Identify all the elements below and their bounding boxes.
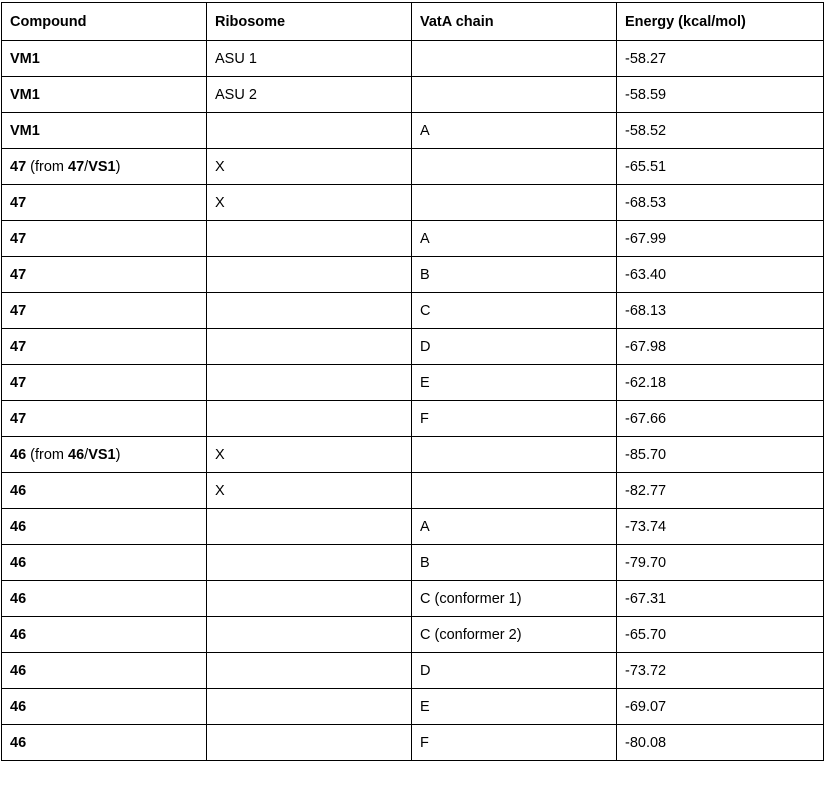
table-row — [2, 185, 824, 221]
compound-cell — [2, 617, 207, 653]
energy-cell: -67.98 — [617, 329, 824, 365]
compound-text: 47 — [10, 410, 27, 427]
vata-chain-cell: D — [412, 329, 617, 365]
energy-cell: -79.70 — [617, 545, 824, 581]
ribosome-cell — [207, 725, 412, 761]
compound-cell — [2, 221, 207, 257]
table-row — [2, 329, 824, 365]
compound-cell — [2, 185, 207, 221]
compound-cell — [2, 437, 207, 473]
compound-text: 46 — [10, 626, 27, 643]
ribosome-cell — [207, 113, 412, 149]
compound-text: ) — [115, 158, 121, 175]
energy-cell: -65.70 — [617, 617, 824, 653]
header-compound: Compound — [2, 3, 207, 41]
compound-cell — [2, 365, 207, 401]
table-row — [2, 473, 824, 509]
compound-text: 47 — [10, 230, 27, 247]
vata-chain-cell: F — [412, 401, 617, 437]
compound-cell — [2, 257, 207, 293]
ribosome-cell: X — [207, 437, 412, 473]
vata-chain-cell — [412, 77, 617, 113]
compound-text: 46 — [10, 518, 27, 535]
vata-chain-cell: C (conformer 2) — [412, 617, 617, 653]
compound-text: VM1 — [10, 86, 40, 103]
compound-cell — [2, 509, 207, 545]
vata-chain-cell — [412, 149, 617, 185]
compound-text: 47 — [10, 266, 27, 283]
vata-chain-cell: E — [412, 365, 617, 401]
vata-chain-cell: E — [412, 689, 617, 725]
compound-cell — [2, 149, 207, 185]
energy-cell: -62.18 — [617, 365, 824, 401]
table-row — [2, 113, 824, 149]
energy-cell: -68.53 — [617, 185, 824, 221]
compound-cell — [2, 473, 207, 509]
table-row — [2, 149, 824, 185]
ribosome-cell — [207, 509, 412, 545]
compound-text: 47 — [10, 302, 27, 319]
energy-cell: -80.08 — [617, 725, 824, 761]
compound-text: 46 — [68, 446, 85, 463]
compound-cell — [2, 545, 207, 581]
compound-text: 46 — [10, 698, 27, 715]
ribosome-cell — [207, 221, 412, 257]
compound-text: 46 — [10, 734, 27, 751]
compound-text: / — [84, 158, 89, 175]
energy-table — [1, 2, 824, 761]
energy-cell: -68.13 — [617, 293, 824, 329]
compound-cell — [2, 581, 207, 617]
vata-chain-cell: C — [412, 293, 617, 329]
ribosome-cell — [207, 689, 412, 725]
energy-cell: -73.74 — [617, 509, 824, 545]
compound-text: 47 — [68, 158, 85, 175]
energy-cell: -58.27 — [617, 41, 824, 77]
compound-cell — [2, 113, 207, 149]
ribosome-cell: ASU 2 — [207, 77, 412, 113]
header-row — [2, 3, 824, 41]
compound-text: 46 — [10, 590, 27, 607]
table-row — [2, 617, 824, 653]
table-row — [2, 545, 824, 581]
energy-cell: -67.66 — [617, 401, 824, 437]
compound-text: 47 — [10, 338, 27, 355]
vata-chain-cell: B — [412, 545, 617, 581]
header-ribosome: Ribosome — [207, 3, 412, 41]
compound-text: VM1 — [10, 122, 40, 139]
compound-text: VM1 — [10, 50, 40, 67]
energy-cell: -69.07 — [617, 689, 824, 725]
table-row — [2, 437, 824, 473]
ribosome-cell: X — [207, 149, 412, 185]
ribosome-cell — [207, 581, 412, 617]
table-row — [2, 257, 824, 293]
ribosome-cell — [207, 257, 412, 293]
compound-text: ) — [115, 446, 121, 463]
table-row — [2, 581, 824, 617]
table-row — [2, 221, 824, 257]
ribosome-cell — [207, 617, 412, 653]
compound-text: 46 — [10, 662, 27, 679]
vata-chain-cell — [412, 41, 617, 77]
ribosome-cell: ASU 1 — [207, 41, 412, 77]
table-row — [2, 77, 824, 113]
compound-text: 46 — [10, 554, 27, 571]
ribosome-cell — [207, 545, 412, 581]
compound-text: 47 — [10, 374, 27, 391]
energy-cell: -67.31 — [617, 581, 824, 617]
energy-cell: -58.59 — [617, 77, 824, 113]
table-row — [2, 725, 824, 761]
vata-chain-cell: A — [412, 509, 617, 545]
compound-text: 47 — [10, 158, 27, 175]
ribosome-cell: X — [207, 185, 412, 221]
table-body — [2, 41, 824, 761]
vata-chain-cell — [412, 473, 617, 509]
table-row — [2, 41, 824, 77]
ribosome-cell — [207, 365, 412, 401]
ribosome-cell — [207, 401, 412, 437]
compound-cell — [2, 653, 207, 689]
compound-cell — [2, 689, 207, 725]
energy-cell: -73.72 — [617, 653, 824, 689]
compound-text: / — [84, 446, 89, 463]
table-row — [2, 689, 824, 725]
energy-cell: -82.77 — [617, 473, 824, 509]
ribosome-cell: X — [207, 473, 412, 509]
compound-text: VS1 — [88, 158, 116, 175]
compound-text: VS1 — [88, 446, 116, 463]
energy-cell: -67.99 — [617, 221, 824, 257]
compound-cell — [2, 401, 207, 437]
compound-cell — [2, 329, 207, 365]
energy-cell: -63.40 — [617, 257, 824, 293]
energy-cell: -65.51 — [617, 149, 824, 185]
compound-text: 46 — [10, 446, 27, 463]
ribosome-cell — [207, 329, 412, 365]
vata-chain-cell: A — [412, 221, 617, 257]
compound-cell — [2, 725, 207, 761]
energy-cell: -58.52 — [617, 113, 824, 149]
vata-chain-cell: A — [412, 113, 617, 149]
table-row — [2, 653, 824, 689]
vata-chain-cell: B — [412, 257, 617, 293]
vata-chain-cell: F — [412, 725, 617, 761]
table-row — [2, 401, 824, 437]
header-energy: Energy (kcal/mol) — [617, 3, 824, 41]
table-row — [2, 293, 824, 329]
compound-text: (from — [26, 158, 69, 175]
vata-chain-cell: C (conformer 1) — [412, 581, 617, 617]
compound-text: 47 — [10, 194, 27, 211]
compound-cell — [2, 77, 207, 113]
vata-chain-cell — [412, 437, 617, 473]
ribosome-cell — [207, 293, 412, 329]
vata-chain-cell — [412, 185, 617, 221]
ribosome-cell — [207, 653, 412, 689]
energy-cell: -85.70 — [617, 437, 824, 473]
compound-text: 46 — [10, 482, 27, 499]
vata-chain-cell: D — [412, 653, 617, 689]
table-row — [2, 365, 824, 401]
table-row — [2, 509, 824, 545]
compound-text: (from — [26, 446, 69, 463]
header-vata-chain: VatA chain — [412, 3, 617, 41]
compound-cell — [2, 293, 207, 329]
compound-cell — [2, 41, 207, 77]
